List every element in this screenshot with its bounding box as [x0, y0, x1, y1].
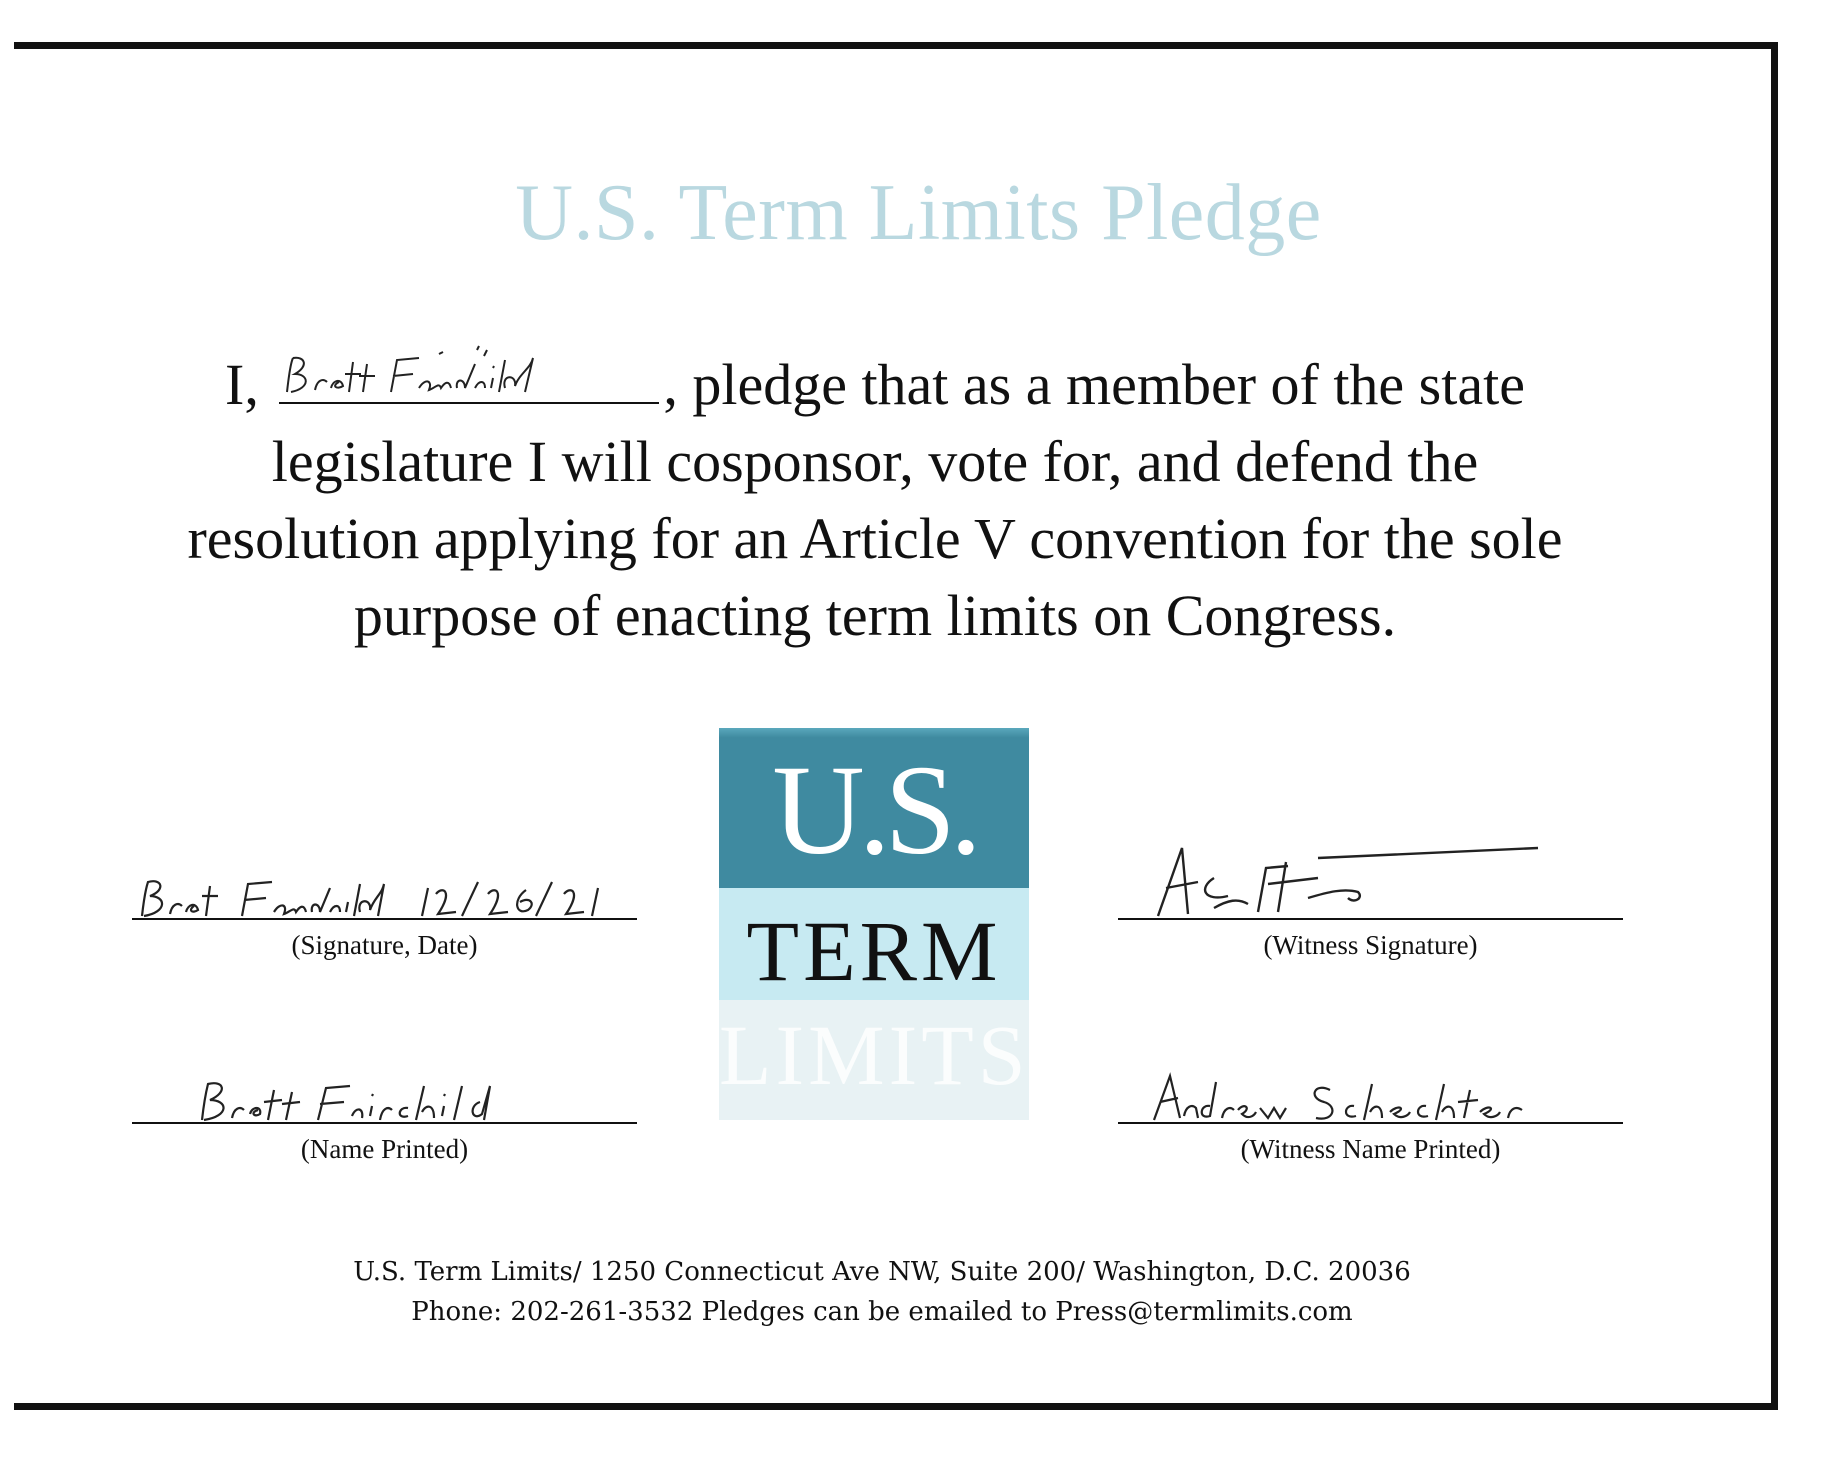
logo-term-text: TERM	[746, 903, 1002, 999]
signer-signature-block	[132, 838, 637, 961]
witness-name-printed-label: (Witness Name Printed)	[1240, 1134, 1501, 1164]
footer-contact: Phone: 202-261-3532 Pledges can be emailed to Press@termlimits.com	[411, 1297, 1353, 1327]
pledge-line-3: resolution applying for an Article V convention for the sole	[187, 506, 1563, 571]
signer-signature-handwriting	[132, 838, 637, 918]
pledge-text	[110, 346, 1640, 654]
pledge-line-2: legislature I will cosponsor, vote for, and defend the	[271, 429, 1479, 494]
signer-printed-name-block	[132, 1042, 637, 1165]
logo-limits-text: LIMITS	[719, 1007, 1030, 1103]
witness-signature-line	[1118, 838, 1623, 920]
signature-date-label: (Signature, Date)	[291, 930, 478, 960]
logo-us-text: U.S.	[772, 739, 976, 881]
pledge-line-4: purpose of enacting term limits on Congress.	[353, 583, 1397, 648]
witness-printed-name-block	[1118, 1042, 1623, 1165]
logo-middle-band	[719, 888, 1029, 1000]
handwritten-name-signature	[279, 344, 579, 404]
footer	[0, 1252, 1764, 1332]
logo-bottom-band	[719, 1000, 1029, 1120]
witness-signature-block	[1118, 838, 1623, 961]
witness-printed-name-handwriting	[1118, 1042, 1623, 1122]
witness-signature-handwriting	[1118, 838, 1623, 918]
pledge-line-1	[110, 346, 1640, 423]
witness-signature-label: (Witness Signature)	[1263, 930, 1478, 960]
pledge-prefix: I,	[225, 352, 259, 417]
logo-top-band	[719, 728, 1029, 888]
footer-address: U.S. Term Limits/ 1250 Connecticut Ave NW, Suite 200/ Washington, D.C. 20036	[353, 1257, 1411, 1287]
pledge-line1-rest: , pledge that as a member of the state	[663, 352, 1525, 417]
witness-printed-name-line	[1118, 1042, 1623, 1124]
signer-signature-line	[132, 838, 637, 920]
signer-printed-name-handwriting	[132, 1042, 637, 1122]
name-printed-label: (Name Printed)	[300, 1134, 469, 1164]
document-title: U.S. Term Limits Pledge	[515, 169, 1322, 257]
signer-printed-name-line	[132, 1042, 637, 1124]
name-blank	[279, 350, 659, 404]
us-term-limits-logo	[719, 728, 1029, 1120]
